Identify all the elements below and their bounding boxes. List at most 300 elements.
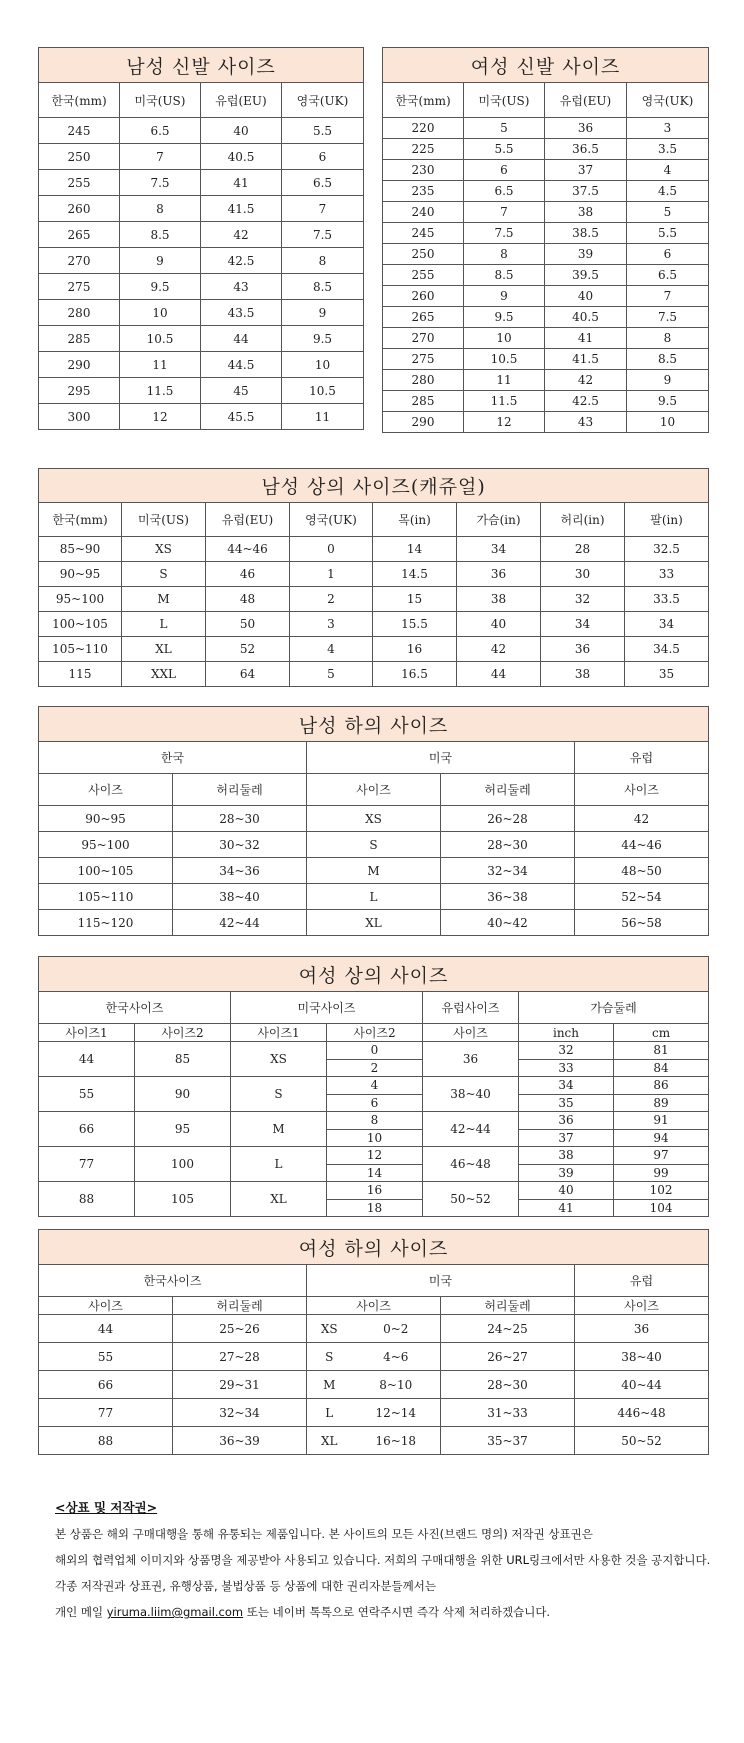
table-cell: 100 (135, 1147, 231, 1182)
table-cell: 44~46 (206, 537, 290, 562)
sub-header: 사이즈 (39, 774, 173, 806)
table-row (39, 352, 364, 378)
table-cell: 245 (39, 118, 120, 144)
table-cell: 265 (39, 222, 120, 248)
table-cell: 44 (39, 1042, 135, 1077)
header-cell: 한국(mm) (39, 83, 120, 118)
sub-header: 사이즈 (39, 1297, 173, 1315)
table-cell: 52 (206, 637, 290, 662)
table-cell: 1 (290, 562, 373, 587)
table-cell: 28 (541, 537, 625, 562)
women-bottoms-body (39, 1315, 709, 1455)
header-cell: 허리(in) (541, 503, 625, 537)
table-cell: 77 (39, 1147, 135, 1182)
table-cell: 100~105 (39, 858, 173, 884)
table-cell: 42 (575, 806, 709, 832)
table-cell: 37 (545, 160, 627, 181)
table-cell: 38~40 (173, 884, 307, 910)
table-row (39, 1427, 709, 1455)
table-row (383, 391, 709, 412)
table-cell: 29~31 (173, 1371, 307, 1399)
table-cell: 32.5 (625, 537, 709, 562)
table-cell: 42.5 (545, 391, 627, 412)
table-row (39, 832, 709, 858)
table-cell: 39 (545, 244, 627, 265)
table-row (383, 244, 709, 265)
table-cell: 18 (327, 1199, 423, 1217)
header-cell: 미국(US) (122, 503, 206, 537)
table-cell: 34.5 (625, 637, 709, 662)
table-cell: 24~25 (441, 1315, 575, 1343)
table-cell: 10 (464, 328, 545, 349)
table-cell: 26~28 (441, 806, 575, 832)
table-cell: 5 (290, 662, 373, 687)
table-cell: 9 (120, 248, 201, 274)
table-cell: 66 (39, 1112, 135, 1147)
table-cell: 40.5 (201, 144, 282, 170)
table-row (39, 144, 364, 170)
table-cell: 280 (383, 370, 464, 391)
men-shoes-body (39, 118, 364, 430)
table-cell: 44~46 (575, 832, 709, 858)
table-cell: L (122, 612, 206, 637)
table-cell: 105~110 (39, 884, 173, 910)
table-row (383, 412, 709, 433)
table-cell: 7 (464, 202, 545, 223)
men-shoes-title: 남성 신발 사이즈 (39, 48, 364, 83)
table-cell: 28~30 (441, 832, 575, 858)
table-cell: 245 (383, 223, 464, 244)
table-cell: 32~34 (441, 858, 575, 884)
women-bottoms-title: 여성 하의 사이즈 (39, 1230, 709, 1265)
table-cell: 100~105 (39, 612, 122, 637)
table-cell: 8.5 (627, 349, 709, 370)
table-cell: 43 (545, 412, 627, 433)
group-header: 가슴둘레 (519, 992, 709, 1024)
table-cell: 10 (627, 412, 709, 433)
table-cell: 5.5 (627, 223, 709, 244)
table-cell: 95~100 (39, 832, 173, 858)
table-cell: 0 (290, 537, 373, 562)
table-cell: M (307, 858, 441, 884)
table-cell: 255 (39, 170, 120, 196)
table-cell: 77 (39, 1399, 173, 1427)
header-cell: 유럽(EU) (201, 83, 282, 118)
copyright-notice (55, 1495, 715, 1625)
table-cell: 40 (519, 1182, 614, 1200)
table-cell: 235 (383, 181, 464, 202)
table-cell: 6.5 (120, 118, 201, 144)
table-cell: 9 (627, 370, 709, 391)
table-row (383, 181, 709, 202)
table-cell: 255 (383, 265, 464, 286)
table-cell: 265 (383, 307, 464, 328)
table-cell: 39 (519, 1164, 614, 1182)
table-cell: 2 (327, 1059, 423, 1077)
header-cell: 한국(mm) (39, 503, 122, 537)
table-cell: 42 (545, 370, 627, 391)
table-cell: 285 (39, 326, 120, 352)
header-cell: 한국(mm) (383, 83, 464, 118)
table-cell: 275 (383, 349, 464, 370)
table-row (39, 222, 364, 248)
women-tops-title: 여성 상의 사이즈 (39, 957, 709, 992)
sub-header: 허리둘레 (441, 774, 575, 806)
table-cell: 55 (39, 1077, 135, 1112)
table-cell: 8 (120, 196, 201, 222)
table-cell: XS (122, 537, 206, 562)
table-cell: 0~2 (352, 1315, 441, 1343)
table-cell: S (307, 1343, 352, 1371)
table-cell: 6.5 (627, 265, 709, 286)
notice-line-prefix: 개인 메일 (55, 1605, 107, 1619)
table-cell: 6.5 (282, 170, 364, 196)
table-row (383, 139, 709, 160)
table-cell: 42~44 (423, 1112, 519, 1147)
table-row (39, 587, 709, 612)
table-cell: 38 (541, 662, 625, 687)
table-cell: 0 (327, 1042, 423, 1060)
table-row (39, 858, 709, 884)
table-cell: 91 (614, 1112, 709, 1130)
table-cell: 28~30 (173, 806, 307, 832)
table-cell: XXL (122, 662, 206, 687)
table-cell: 12 (327, 1147, 423, 1165)
table-cell: 11 (464, 370, 545, 391)
table-cell: 12 (120, 404, 201, 430)
table-cell: 260 (383, 286, 464, 307)
table-cell: 16 (327, 1182, 423, 1200)
table-cell: 46 (206, 562, 290, 587)
table-cell: 97 (614, 1147, 709, 1165)
table-row (39, 637, 709, 662)
table-cell: 8~10 (352, 1371, 441, 1399)
table-cell: 9.5 (120, 274, 201, 300)
table-cell: 5.5 (464, 139, 545, 160)
table-cell: 11 (282, 404, 364, 430)
notice-line (55, 1599, 715, 1625)
notice-line-suffix: 또는 네이버 톡톡으로 연락주시면 즉각 삭제 처리하겠습니다. (243, 1605, 551, 1619)
table-cell: 6 (627, 244, 709, 265)
table-cell: 240 (383, 202, 464, 223)
table-cell: 10.5 (120, 326, 201, 352)
table-cell: 28~30 (441, 1371, 575, 1399)
table-cell: 9 (282, 300, 364, 326)
table-cell: 36 (423, 1042, 519, 1077)
table-cell: L (307, 1399, 352, 1427)
table-cell: 40 (545, 286, 627, 307)
table-cell: 52~54 (575, 884, 709, 910)
women-shoes-body (383, 118, 709, 433)
table-row (39, 378, 364, 404)
table-cell: XL (307, 1427, 352, 1455)
table-cell: XS (307, 806, 441, 832)
table-row (383, 160, 709, 181)
table-cell: 7.5 (282, 222, 364, 248)
table-cell: 41 (545, 328, 627, 349)
table-cell: 32~34 (173, 1399, 307, 1427)
table-cell: 38.5 (545, 223, 627, 244)
table-cell: 27~28 (173, 1343, 307, 1371)
table-cell: 38 (457, 587, 541, 612)
table-cell: 104 (614, 1199, 709, 1217)
table-row (39, 1182, 709, 1200)
sub-header: 사이즈1 (231, 1024, 327, 1042)
sub-header: 사이즈 (575, 1297, 709, 1315)
table-cell: 84 (614, 1059, 709, 1077)
table-cell: 8 (327, 1112, 423, 1130)
table-cell: 55 (39, 1343, 173, 1371)
table-cell: 30 (541, 562, 625, 587)
table-cell: 35 (519, 1094, 614, 1112)
table-cell: 16 (373, 637, 457, 662)
table-cell: 4 (627, 160, 709, 181)
table-row (39, 1343, 709, 1371)
table-cell: 8.5 (120, 222, 201, 248)
table-cell: 10.5 (282, 378, 364, 404)
table-cell: 37 (519, 1129, 614, 1147)
table-cell: 64 (206, 662, 290, 687)
table-cell: 90 (135, 1077, 231, 1112)
table-cell: 56~58 (575, 910, 709, 936)
table-cell: 33 (519, 1059, 614, 1077)
women-shoes-title: 여성 신발 사이즈 (383, 48, 709, 83)
table-row (39, 118, 364, 144)
table-cell: 230 (383, 160, 464, 181)
table-row (39, 562, 709, 587)
table-row (383, 223, 709, 244)
table-cell: 3.5 (627, 139, 709, 160)
table-cell: 42.5 (201, 248, 282, 274)
table-row (39, 196, 364, 222)
table-cell: 42 (457, 637, 541, 662)
table-cell: 32 (519, 1042, 614, 1060)
table-cell: 42 (201, 222, 282, 248)
table-cell: 99 (614, 1164, 709, 1182)
table-cell: 7.5 (464, 223, 545, 244)
table-cell: 10 (120, 300, 201, 326)
table-row (39, 404, 364, 430)
sub-header: 사이즈2 (135, 1024, 231, 1042)
header-cell: 영국(UK) (282, 83, 364, 118)
table-cell: 5 (464, 118, 545, 139)
table-cell: 41 (519, 1199, 614, 1217)
sub-header: 사이즈2 (327, 1024, 423, 1042)
table-cell: 34 (625, 612, 709, 637)
table-cell: 115 (39, 662, 122, 687)
table-row (383, 349, 709, 370)
table-cell: 7 (120, 144, 201, 170)
header-cell: 팔(in) (625, 503, 709, 537)
table-cell: 34 (457, 537, 541, 562)
table-cell: 270 (383, 328, 464, 349)
table-cell: 66 (39, 1371, 173, 1399)
notice-line: 본 상품은 해외 구매대행을 통해 유통되는 제품입니다. 본 사이트의 모든 사진(브랜드 명의) 저작권 상표권은 (55, 1527, 593, 1541)
table-cell: 15 (373, 587, 457, 612)
group-header: 한국 (39, 742, 307, 774)
sub-header: 허리둘레 (173, 774, 307, 806)
group-header: 유럽 (575, 1265, 709, 1297)
header-cell: 목(in) (373, 503, 457, 537)
header-cell: 가슴(in) (457, 503, 541, 537)
table-cell: 36~38 (441, 884, 575, 910)
table-cell: 14 (373, 537, 457, 562)
table-cell: 38~40 (575, 1343, 709, 1371)
table-cell: 36 (545, 118, 627, 139)
table-cell: 41 (201, 170, 282, 196)
table-cell: 30~32 (173, 832, 307, 858)
table-cell: 11.5 (120, 378, 201, 404)
table-cell: 45.5 (201, 404, 282, 430)
group-header: 한국사이즈 (39, 1265, 307, 1297)
table-cell: 81 (614, 1042, 709, 1060)
table-cell: 50~52 (575, 1427, 709, 1455)
sub-header: 허리둘레 (441, 1297, 575, 1315)
table-cell: M (307, 1371, 352, 1399)
table-row (39, 910, 709, 936)
table-cell: M (231, 1112, 327, 1147)
sub-header: 사이즈 (575, 774, 709, 806)
men-tops-body (39, 537, 709, 687)
table-row (383, 202, 709, 223)
table-row (39, 1371, 709, 1399)
table-row (39, 1112, 709, 1130)
table-cell: 86 (614, 1077, 709, 1095)
table-cell: 36 (519, 1112, 614, 1130)
sub-header: 사이즈 (423, 1024, 519, 1042)
table-cell: 42~44 (173, 910, 307, 936)
table-cell: 3 (627, 118, 709, 139)
table-cell: 225 (383, 139, 464, 160)
table-cell: 9.5 (282, 326, 364, 352)
table-cell: 4~6 (352, 1343, 441, 1371)
table-cell: 7 (627, 286, 709, 307)
table-cell: XL (231, 1182, 327, 1217)
men-bottoms-title: 남성 하의 사이즈 (39, 707, 709, 742)
men-bottom-size-table (38, 706, 709, 936)
sub-header: inch (519, 1024, 614, 1042)
sub-header: 사이즈1 (39, 1024, 135, 1042)
table-cell: 45 (201, 378, 282, 404)
table-cell: 6 (464, 160, 545, 181)
table-cell: 270 (39, 248, 120, 274)
table-cell: XS (307, 1315, 352, 1343)
table-cell: M (122, 587, 206, 612)
table-cell: 2 (290, 587, 373, 612)
table-row (39, 1399, 709, 1427)
table-cell: 95~100 (39, 587, 122, 612)
table-cell: 6 (327, 1094, 423, 1112)
table-cell: 295 (39, 378, 120, 404)
table-cell: 36 (541, 637, 625, 662)
table-row (39, 326, 364, 352)
table-cell: 40 (201, 118, 282, 144)
table-row (39, 274, 364, 300)
table-cell: 250 (383, 244, 464, 265)
table-row (39, 1042, 709, 1060)
header-cell: 미국(US) (464, 83, 545, 118)
table-cell: S (231, 1077, 327, 1112)
table-cell: 11 (120, 352, 201, 378)
table-row (383, 328, 709, 349)
table-cell: 105~110 (39, 637, 122, 662)
table-cell: 44 (39, 1315, 173, 1343)
table-cell: 9 (464, 286, 545, 307)
header-cell: 미국(US) (120, 83, 201, 118)
table-cell: 446~48 (575, 1399, 709, 1427)
table-cell: 41.5 (201, 196, 282, 222)
table-cell: 34~36 (173, 858, 307, 884)
table-row (39, 1147, 709, 1165)
group-header: 유럽 (575, 742, 709, 774)
table-cell: 9.5 (464, 307, 545, 328)
table-cell: 44 (457, 662, 541, 687)
table-cell: 5 (627, 202, 709, 223)
table-cell: 12~14 (352, 1399, 441, 1427)
table-cell: 33 (625, 562, 709, 587)
table-cell: 34 (519, 1077, 614, 1095)
group-header: 미국 (307, 1265, 575, 1297)
sub-header: cm (614, 1024, 709, 1042)
table-row (383, 286, 709, 307)
table-cell: 4 (327, 1077, 423, 1095)
table-cell: 260 (39, 196, 120, 222)
men-shoe-size-table (38, 47, 364, 430)
table-cell: 43 (201, 274, 282, 300)
table-cell: 8 (627, 328, 709, 349)
table-cell: 35~37 (441, 1427, 575, 1455)
women-top-size-table (38, 956, 709, 1217)
table-cell: 33.5 (625, 587, 709, 612)
table-cell: 88 (39, 1182, 135, 1217)
table-cell: 37.5 (545, 181, 627, 202)
table-cell: 31~33 (441, 1399, 575, 1427)
table-cell: 85 (135, 1042, 231, 1077)
men-top-size-table (38, 468, 709, 687)
contact-email-link[interactable]: yiruma.liim@gmail.com (106, 1605, 244, 1619)
sub-header: 사이즈 (307, 1297, 441, 1315)
table-cell: 9.5 (627, 391, 709, 412)
table-cell: 48 (206, 587, 290, 612)
table-cell: 10 (282, 352, 364, 378)
table-cell: 25~26 (173, 1315, 307, 1343)
table-cell: 44.5 (201, 352, 282, 378)
table-cell: 4 (290, 637, 373, 662)
table-row (383, 370, 709, 391)
men-bottoms-body (39, 806, 709, 936)
table-cell: 10 (327, 1129, 423, 1147)
table-cell: 90~95 (39, 562, 122, 587)
table-row (39, 170, 364, 196)
table-cell: 32 (541, 587, 625, 612)
table-row (39, 300, 364, 326)
table-cell: 11.5 (464, 391, 545, 412)
table-cell: XS (231, 1042, 327, 1077)
table-cell: 38~40 (423, 1077, 519, 1112)
table-cell: 285 (383, 391, 464, 412)
men-tops-title: 남성 상의 사이즈(캐쥬얼) (39, 469, 709, 503)
women-shoe-size-table (382, 47, 709, 433)
table-cell: L (231, 1147, 327, 1182)
table-cell: 8.5 (282, 274, 364, 300)
group-header: 유럽사이즈 (423, 992, 519, 1024)
table-cell: 85~90 (39, 537, 122, 562)
table-cell: 8 (464, 244, 545, 265)
table-cell: 8.5 (464, 265, 545, 286)
table-cell: 36 (575, 1315, 709, 1343)
notice-line: 해외의 협력업체 이미지와 상품명을 제공받아 사용되고 있습니다. 저희의 구매대행을 위한 URL링크에서만 사용한 것을 공지합니다. (55, 1553, 711, 1567)
table-cell: 34 (541, 612, 625, 637)
